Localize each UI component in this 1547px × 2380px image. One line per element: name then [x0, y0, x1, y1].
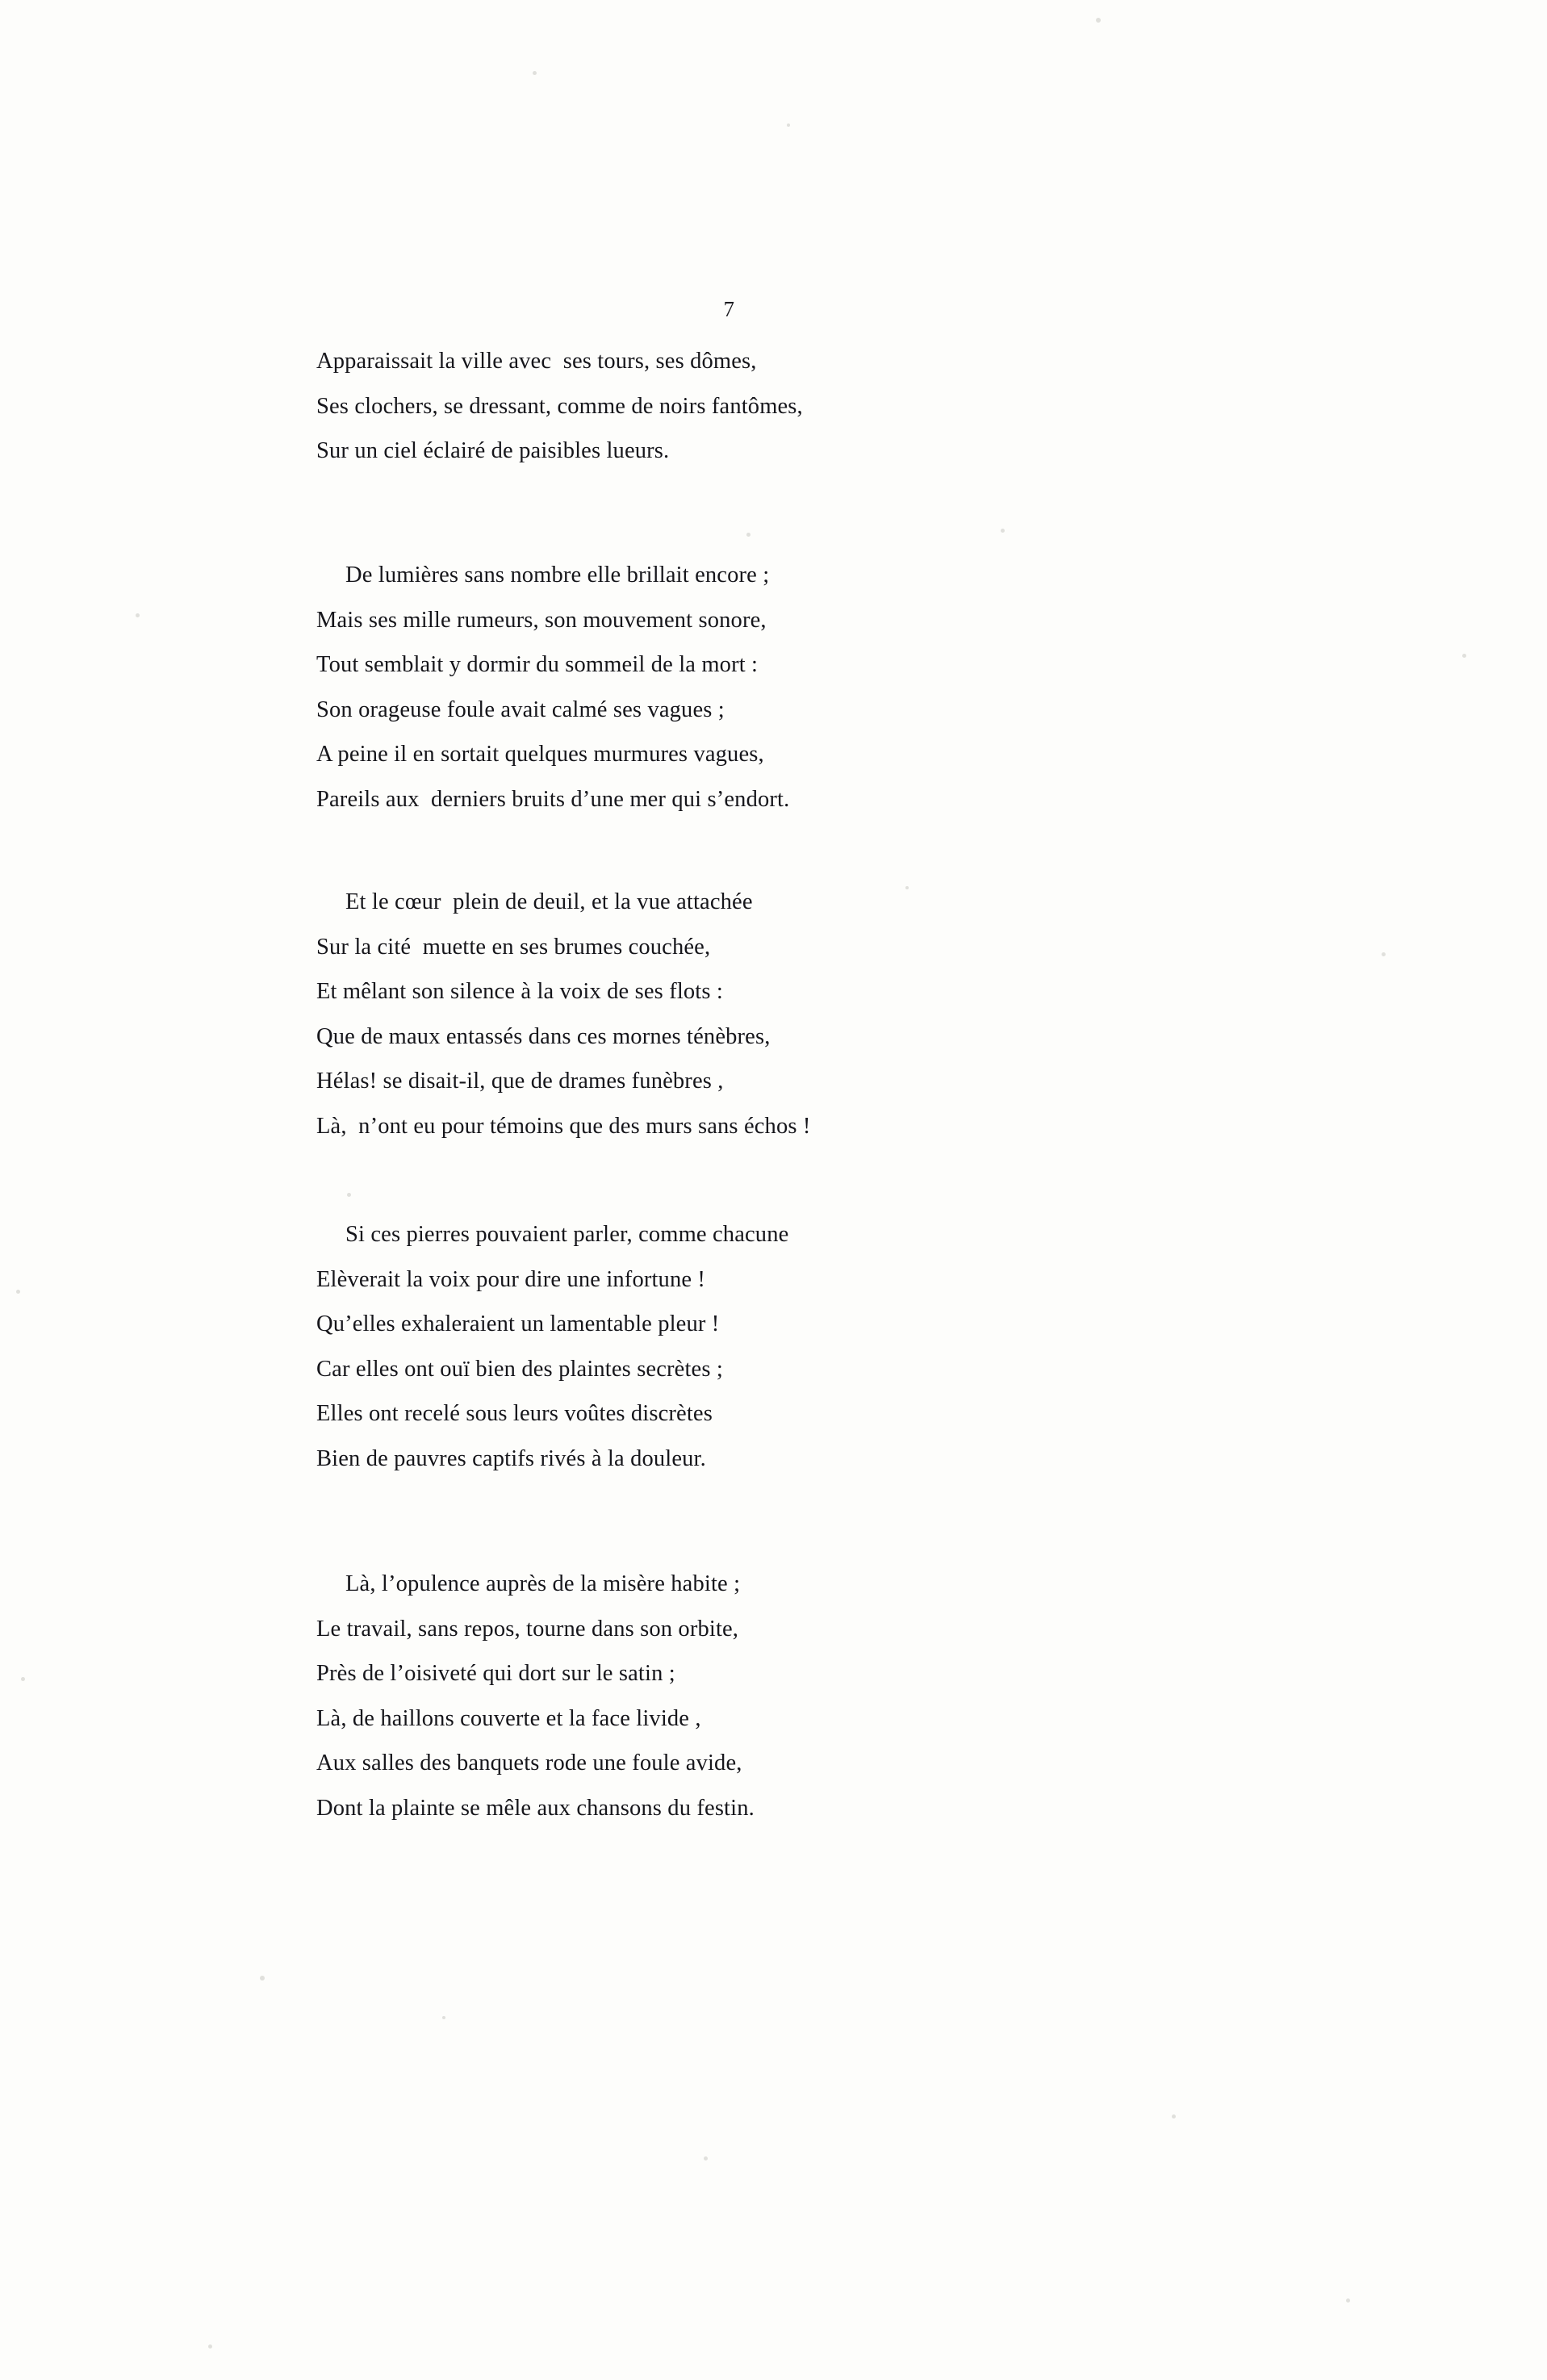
- poem-line: Mais ses mille rumeurs, son mouvement sonore,: [316, 607, 767, 633]
- poem-line: De lumières sans nombre elle brillait encore ;: [345, 563, 770, 588]
- poem-line: Hélas! se disait-il, que de drames funèbres ,: [316, 1069, 724, 1094]
- poem-line: Bien de pauvres captifs rivés à la douleur.: [316, 1445, 706, 1471]
- poem-line: Et mêlant son silence à la voix de ses flots :: [316, 979, 723, 1004]
- poem-line: Son orageuse foule avait calmé ses vagues ;: [316, 696, 725, 722]
- poem-line: Sur la cité muette en ses brumes couchée,: [316, 934, 711, 960]
- poem-line: Sur un ciel éclairé de paisibles lueurs.: [316, 438, 670, 463]
- poem-line: Et le cœur plein de deuil, et la vue attachée: [345, 889, 753, 914]
- page-number-value: 7: [723, 297, 735, 321]
- stanza: [316, 553, 1204, 822]
- poem-line: Elèverait la voix pour dire une infortune !: [316, 1266, 706, 1292]
- page-number: [0, 297, 1547, 322]
- poem-line: Elles ont recelé sous leurs voûtes discrètes: [316, 1401, 713, 1426]
- poem-line: Si ces pierres pouvaient parler, comme chacune: [345, 1222, 789, 1247]
- scan-speck: [1172, 2114, 1176, 2119]
- poem-line: A peine il en sortait quelques murmures vagues,: [316, 742, 764, 767]
- scan-speck: [533, 71, 537, 75]
- poem-line: Près de l’oisiveté qui dort sur le satin ;: [316, 1661, 675, 1686]
- poem-line: Pareils aux derniers bruits d’une mer qui s’endort.: [316, 786, 790, 812]
- poem-line: Tout semblait y dormir du sommeil de la mort :: [316, 652, 759, 677]
- scan-speck: [260, 1976, 265, 1981]
- poem-line: Qu’elles exhaleraient un lamentable pleur !: [316, 1311, 720, 1336]
- scan-speck: [704, 2156, 708, 2160]
- scan-speck: [136, 613, 140, 617]
- scan-speck: [1096, 18, 1101, 23]
- poem-line: Le travail, sans repos, tourne dans son orbite,: [316, 1616, 739, 1642]
- scan-speck: [21, 1677, 25, 1681]
- poem-line: Ses clochers, se dressant, comme de noirs fantômes,: [316, 393, 803, 419]
- scan-speck: [1346, 2298, 1350, 2303]
- scan-speck: [442, 2016, 445, 2019]
- scan-speck: [16, 1290, 20, 1294]
- poem-line: Là, de haillons couverte et la face livide ,: [316, 1705, 701, 1731]
- poem-line: Que de maux entassés dans ces mornes ténèbres,: [316, 1023, 771, 1049]
- scan-speck: [1462, 654, 1466, 658]
- poem-line: Dont la plainte se mêle aux chansons du festin.: [316, 1795, 755, 1821]
- poem-line: Aux salles des banquets rode une foule avide,: [316, 1750, 742, 1776]
- poem-line: Car elles ont ouï bien des plaintes secrètes ;: [316, 1356, 723, 1382]
- stanza: [316, 1562, 1204, 1830]
- scan-speck: [347, 1193, 351, 1197]
- scan-speck: [1382, 952, 1386, 956]
- stanza: [316, 1212, 1204, 1481]
- scan-speck: [746, 533, 751, 537]
- stanza: [316, 339, 1204, 474]
- scan-speck: [1001, 529, 1005, 533]
- poem-line: Là, l’opulence auprès de la misère habite ;: [345, 1571, 741, 1596]
- stanza: [316, 880, 1204, 1148]
- poem-line: Apparaissait la ville avec ses tours, ses dômes,: [316, 349, 757, 374]
- poem-line: Là, n’ont eu pour témoins que des murs sans échos !: [316, 1113, 811, 1139]
- scan-speck: [208, 2344, 212, 2349]
- scan-speck: [787, 123, 790, 127]
